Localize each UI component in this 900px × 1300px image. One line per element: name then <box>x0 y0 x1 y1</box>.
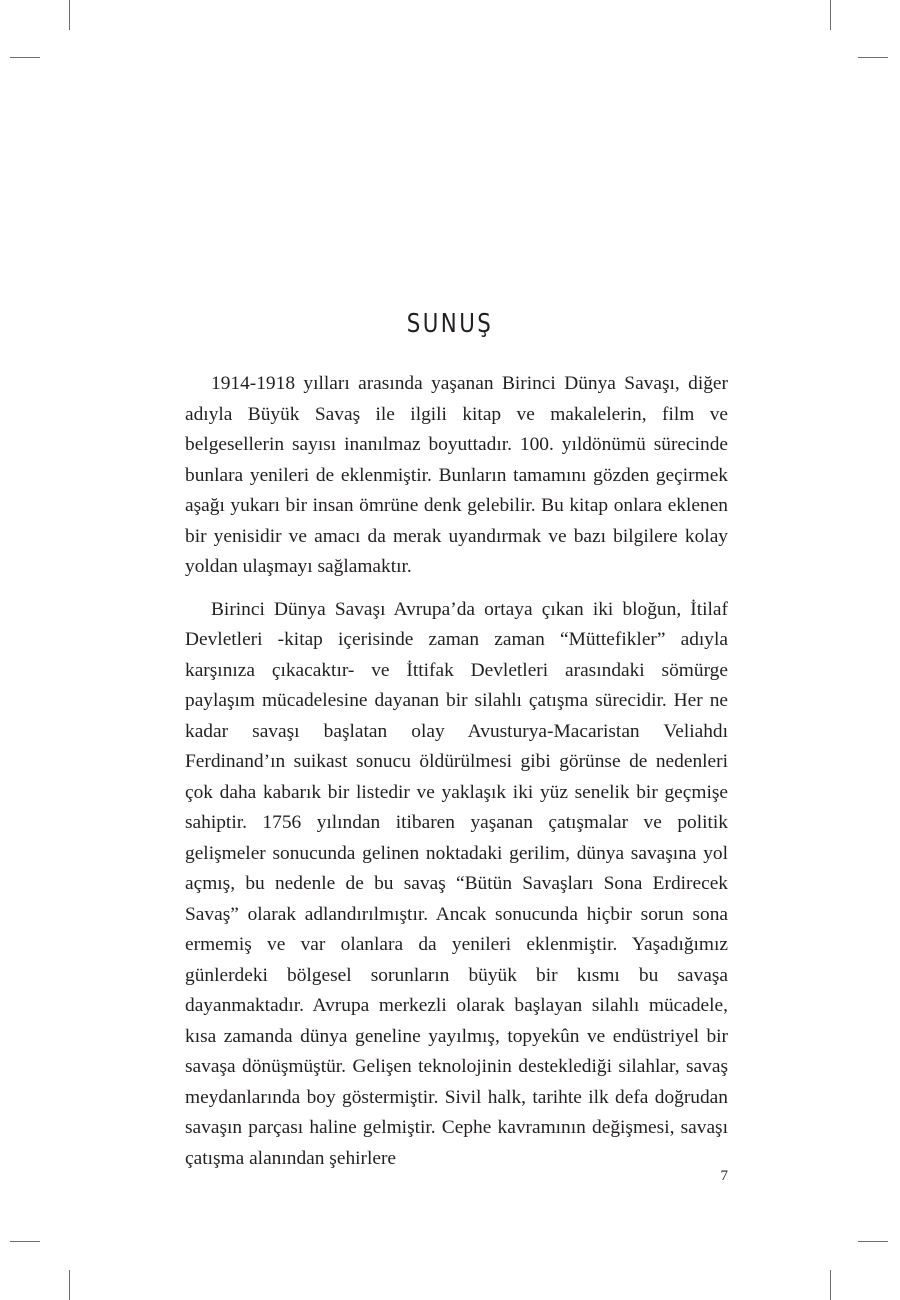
body-text <box>185 369 728 1174</box>
crop-mark-bottom-left-horizontal <box>10 1241 40 1242</box>
crop-mark-top-right-horizontal <box>858 57 888 58</box>
crop-mark-top-left-vertical <box>69 0 70 30</box>
crop-mark-bottom-right-vertical <box>830 1270 831 1300</box>
crop-mark-bottom-left-vertical <box>69 1270 70 1300</box>
crop-mark-top-left-horizontal <box>10 57 40 58</box>
crop-mark-top-right-vertical <box>830 0 831 30</box>
page-title: SUNUŞ <box>406 309 494 339</box>
paragraph-1: 1914-1918 yılları arasında yaşanan Birinci Dünya Savaşı, diğer adıyla Büyük Savaş ile ilgili kitap ve makalelerin, film ve belgesellerin sayısı inanılmaz boyuttadır. 100. yıldönümü sürecinde bunlara yenileri de eklenmiştir. Bunların tamamını gözden geçirmek aşağı yukarı bir insan ömrüne denk gelebilir. Bu kitap onlara eklenen bir yenisidir ve amacı da merak uyandırmak ve bazı bilgilere kolay yoldan ulaşmayı sağlamaktır. <box>185 373 728 577</box>
page-number: 7 <box>720 1168 728 1184</box>
paragraph-2: Birinci Dünya Savaşı Avrupa’da ortaya çıkan iki bloğun, İtilaf Devletleri -kitap içerisinde zaman zaman “Müttefikler” adıyla karşınıza çıkacaktır- ve İttifak Devletleri arasındaki sömürge paylaşım mücadelesine dayanan bir silahlı çatışma sürecidir. Her ne kadar savaşı başlatan olay Avusturya-Macaristan Veliahdı Ferdinand’ın suikast sonucu öldürülmesi gibi görünse de nedenleri çok daha kabarık bir listedir ve yaklaşık iki yüz senelik bir geçmişe sahiptir. 1756 yılından itibaren yaşanan çatışmalar ve politik gelişmeler sonucunda gelinen noktadaki gerilim, dünya savaşına yol açmış, bu nedenle de bu savaş “Bütün Savaşları Sona Erdirecek Savaş” olarak adlandırılmıştır. Ancak sonucunda hiçbir sorun sona ermemiş ve var olanlara da yenileri eklenmiştir. Yaşadığımız günlerdeki bölgesel sorunların büyük bir kısmı bu savaşa dayanmaktadır. Avrupa merkezli olarak başlayan silahlı mücadele, kısa zamanda dünya geneline yayılmış, topyekûn ve endüstriyel bir savaşa dönüşmüştür. Gelişen teknolojinin desteklediği silahlar, savaş meydanlarında boy göstermiştir. Sivil halk, tarihte ilk defa doğrudan savaşın parçası haline gelmiştir. Cephe kavramının değişmesi, savaşı çatışma alanından şehirlere <box>185 598 728 1169</box>
crop-mark-bottom-right-horizontal <box>858 1241 888 1242</box>
